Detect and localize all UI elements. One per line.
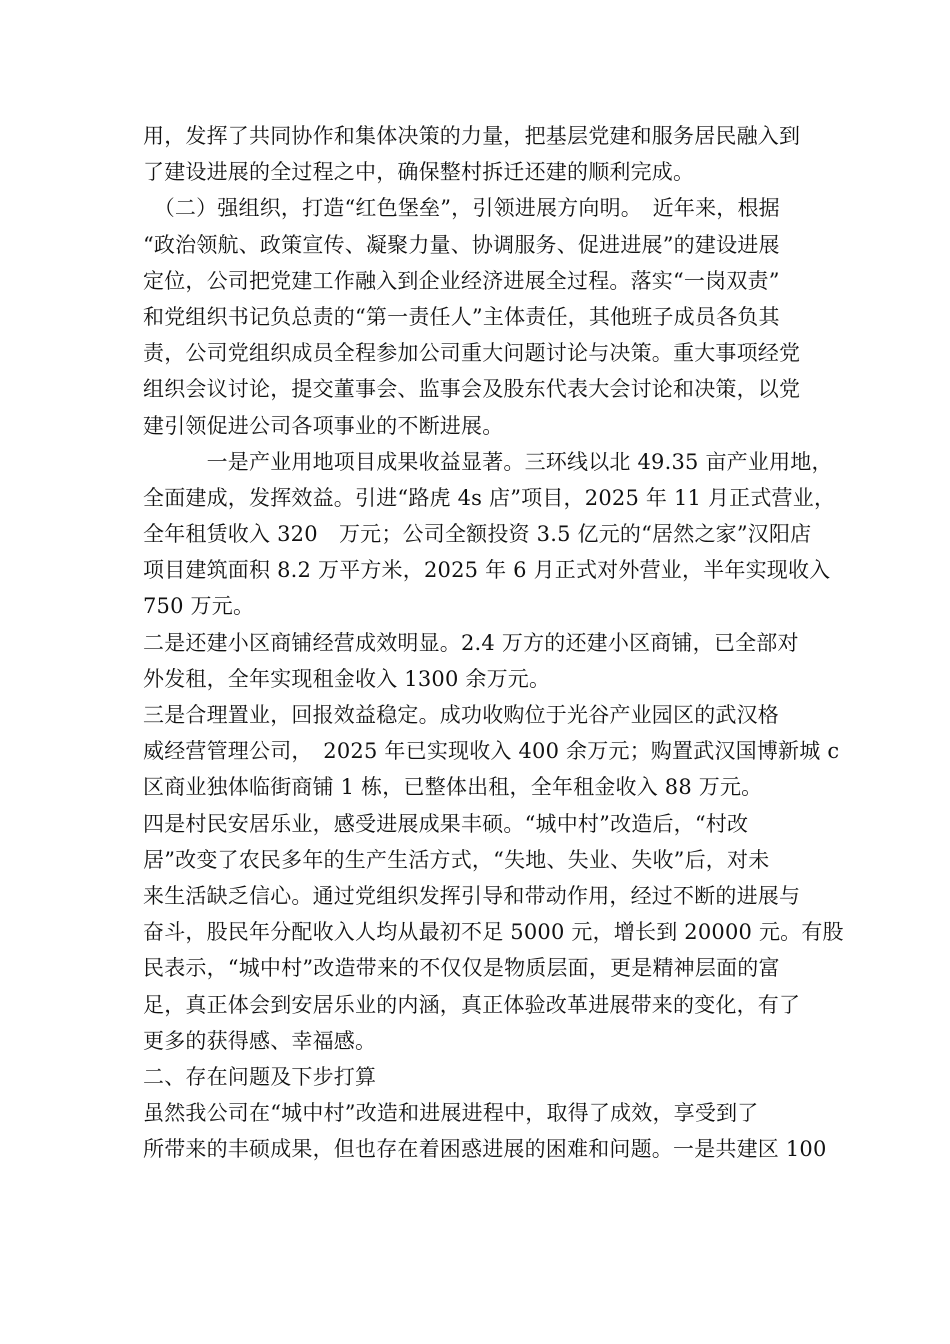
text-line: 区商业独体临街商铺 1 栋，已整体出租，全年租金收入 88 万元。: [143, 775, 763, 800]
text-line: 居”改变了农民多年的生产生活方式，“失地、失业、失收”后，对未: [143, 847, 770, 872]
text-line: 全面建成，发挥效益。引进“路虎 4s 店”项目，2025 年 11 月正式营业，: [143, 485, 836, 510]
text-line: 用，发挥了共同协作和集体决策的力量，把基层党建和服务居民融入到: [143, 124, 801, 148]
text-line: 二是还建小区商铺经营成效明显。2.4 万方的还建小区商铺，已全部对: [143, 630, 799, 655]
text-line: 了建设进展的全过程之中，确保整村拆迁还建的顺利完成。: [143, 160, 695, 185]
text-line: 奋斗，股民年分配收入人均从最初不足 5000 元，增长到 20000 元。有股: [143, 920, 844, 945]
text-line: 民表示，“城中村”改造带来的不仅仅是物质层面，更是精神层面的富: [143, 956, 780, 981]
section-heading-line: （二）强组织，打造“红色堡垒”，引领进展方向明。 近年来，根据: [143, 196, 780, 221]
text-line: 三是合理置业，回报效益稳定。成功收购位于光谷产业园区的武汉格: [143, 703, 779, 727]
text-line: 组织会议讨论，提交董事会、监事会及股东代表大会讨论和决策，以党: [143, 377, 801, 402]
text-line: 来生活缺乏信心。通过党组织发挥引导和带动作用，经过不断的进展与: [143, 883, 801, 908]
text-line: 和党组织书记负总责的“第一责任人”主体责任，其他班子成员各负其: [143, 304, 780, 329]
text-line: 定位，公司把党建工作融入到企业经济进展全过程。落实“一岗双责”: [143, 268, 780, 293]
text-line: 全年租赁收入 320 万元；公司全额投资 3.5 亿元的“居然之家”汉阳店: [143, 522, 812, 547]
text-line: 750 万元。: [143, 594, 255, 619]
text-line: 更多的获得感、幸福感。: [143, 1028, 377, 1053]
text-line: 虽然我公司在“城中村”改造和进展进程中，取得了成效，享受到了: [143, 1101, 759, 1126]
text-line: 外发租，全年实现租金收入 1300 余万元。: [143, 666, 551, 691]
text-line: “政治领航、政策宣传、凝聚力量、协调服务、促进进展”的建设进展: [143, 232, 780, 257]
text-line: 所带来的丰硕成果，但也存在着困惑进展的困难和问题。一是共建区 100: [143, 1137, 827, 1162]
text-line: 一是产业用地项目成果收益显著。三环线以北 49.35 亩产业用地，: [143, 449, 833, 474]
text-line: 责，公司党组织成员全程参加公司重大问题讨论与决策。重大事项经党: [143, 341, 801, 366]
text-line: 威经营管理公司， 2025 年已实现收入 400 余万元；购置武汉国博新城 c: [143, 739, 840, 764]
text-line: 四是村民安居乐业，感受进展成果丰硕。“城中村”改造后，“村改: [143, 811, 749, 836]
text-line: 项目建筑面积 8.2 万平方米，2025 年 6 月正式对外营业，半年实现收入: [143, 558, 831, 583]
section-heading-line: 二、存在问题及下步打算: [143, 1064, 377, 1089]
body-text: [143, 118, 844, 1167]
text-line: 足，真正体会到安居乐业的内涵，真正体验改革进展带来的变化，有了: [143, 992, 801, 1017]
text-line: 建引领促进公司各项事业的不断进展。: [143, 413, 504, 438]
